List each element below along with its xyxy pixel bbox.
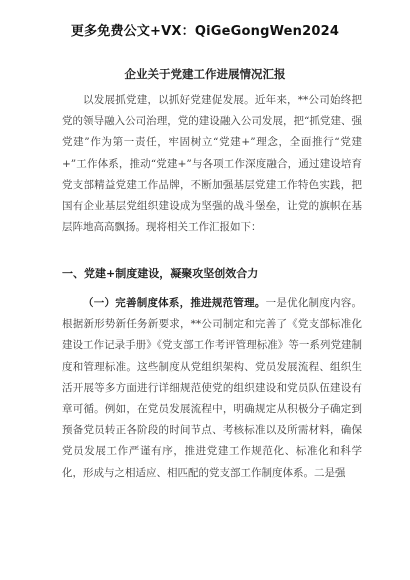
document-title: 企业关于党建工作进展情况汇报 bbox=[124, 67, 286, 81]
intro-paragraph: 以发展抓党建，以抓好党建促发展。近年来，**公司始终把党的领导融入公司治理，党的建设融入公司发展，把“抓党建、强党建”作为第一责任，牢固树立“党建+”理念，全面推行“党建+”工作体系，推动“党建+”与各项工作深度融合，通过建设培育党支部精益党建工作品牌，不断加强基层党建工作特色实践，把国有企业基层党组织建设成为坚强的战斗堡垒，让党的旗帜在基层阵地高高飘扬。现将相关工作汇报如下： bbox=[62, 94, 362, 234]
watermark-header: 更多免费公文+VX：QiGeGongWen2024 bbox=[70, 24, 340, 39]
subsection-heading: （一）完善制度体系，推进规范管理。 bbox=[83, 297, 266, 309]
body-paragraph-text: 一是优化制度内容。根据新形势新任务新要求，**公司制定和完善了《党支部标准化建设工作记录手册》《党支部工作考评管理标准》等一系列党建制度和管理标准。这些制度从党组织架构、党员发展流程、组织生活开展等多方面进行详细规范使党的组织建设和党员队伍建设有章可循。例如，在党员发展流程中，明确规定从积极分子确定到预备党员转正各阶段的时间节点、考核标准以及所需材料，确保党员发展工作严谨有序，推进党建工作规范化、标准化和科学化，形成与之相适应、相匹配的党支部工作制度体系。二是强 bbox=[62, 297, 363, 479]
body-paragraph bbox=[62, 293, 362, 484]
section-heading: 一、党建+制度建设，凝聚攻坚创效合力 bbox=[62, 267, 259, 280]
